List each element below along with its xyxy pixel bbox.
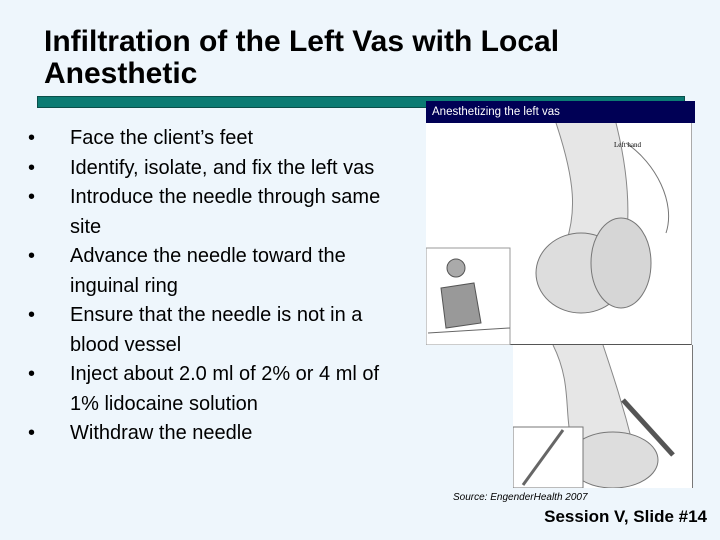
left-hand-label: Left hand [614,141,642,149]
figure-caption: Anesthetizing the left vas [426,101,695,123]
illustration-bottom [513,345,693,488]
illustration-drawing [426,123,692,345]
illustration-top [426,123,692,345]
bullet-item: • Introduce the needle through same site [28,183,388,242]
slide-number: Session V, Slide #14 [544,507,707,526]
illustration-drawing [513,345,693,488]
bullet-item: • Advance the needle toward the inguinal ring [28,242,388,301]
slide-title: Infiltration of the Left Vas with Local Anesthetic [44,25,560,90]
bullet-item: • Face the client’s feet [28,124,388,154]
bullet-item: • Ensure that the needle is not in a blood vessel [28,301,388,360]
bullet-list [28,124,388,449]
bullet-item: • Identify, isolate, and fix the left vas [28,154,388,184]
bullet-item: • Inject about 2.0 ml of 2% or 4 ml of 1% lidocaine solution [28,360,388,419]
figure-source: Source: EngenderHealth 2007 [453,492,588,503]
bullet-item: • Withdraw the needle [28,419,388,449]
